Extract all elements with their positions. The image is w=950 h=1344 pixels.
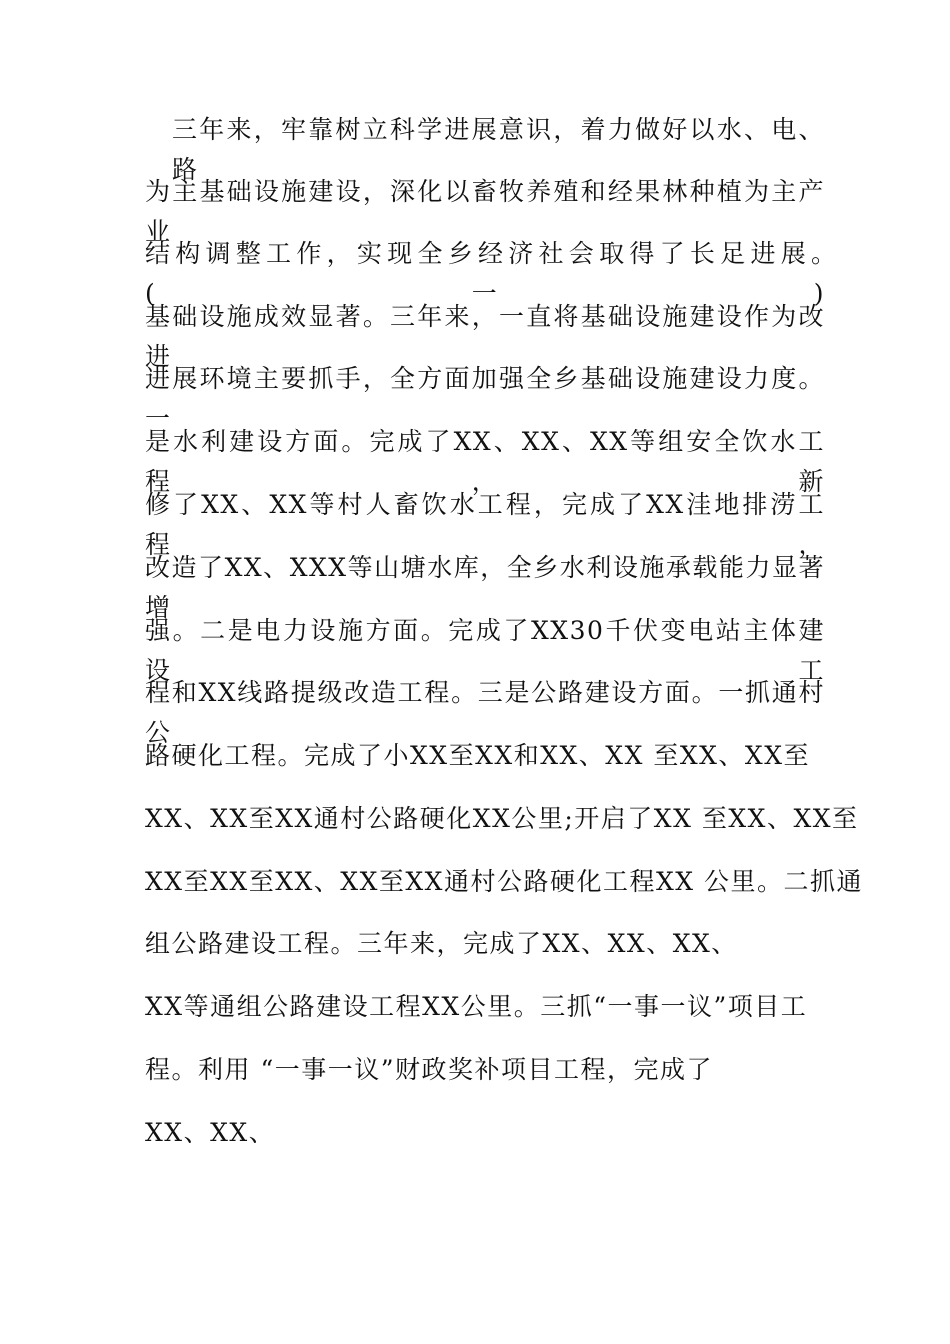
paragraph-line: 是水利建设方面。完成了XX、XX、XX等组安全饮水工程，新 — [145, 427, 825, 496]
paragraph-line: 三年来，牢靠树立科学进展意识，着力做好以水、电、路 — [172, 115, 825, 184]
paragraph-line: 结构调整工作，实现全乡经济社会取得了长足进展。 (一) — [145, 239, 879, 308]
paragraph-line: XX至XX至XX、XX至XX通村公路硬化工程XX 公里。二抓通 — [145, 867, 864, 896]
paragraph-line: XX、XX、 — [145, 1118, 276, 1147]
paragraph-line: 改造了XX、XXX等山塘水库，全乡水利设施承载能力显著增 — [145, 553, 825, 622]
paragraph-line: 为主基础设施建设，深化以畜牧养殖和经果林种植为主产业 — [145, 177, 825, 246]
paragraph-line: 程。利用 “一事一议”财政奖补项目工程，完成了 — [145, 1055, 714, 1084]
paragraph-line: 组公路建设工程。三年来，完成了XX、XX、XX、 — [145, 929, 738, 958]
paragraph-line: XX等通组公路建设工程XX公里。三抓“一事一议”项目工 — [145, 992, 808, 1021]
paragraph-line: 强。二是电力设施方面。完成了XX30千伏变电站主体建设工 — [145, 616, 825, 685]
paragraph-line: 程和XX线路提级改造工程。三是公路建设方面。一抓通村公 — [145, 678, 825, 747]
paragraph-line: XX、XX至XX通村公路硬化XX公里;开启了XX 至XX、XX至 — [145, 804, 859, 833]
paragraph-line: 进展环境主要抓手，全方面加强全乡基础设施建设力度。一 — [145, 364, 825, 433]
paragraph-line: 路硬化工程。完成了小XX至XX和XX、XX 至XX、XX至 — [145, 741, 811, 770]
paragraph-line: 修了XX、XX等村人畜饮水工程，完成了XX洼地排涝工程， — [145, 490, 825, 559]
paragraph-line: 基础设施成效显著。三年来，一直将基础设施建设作为改进 — [145, 302, 825, 371]
